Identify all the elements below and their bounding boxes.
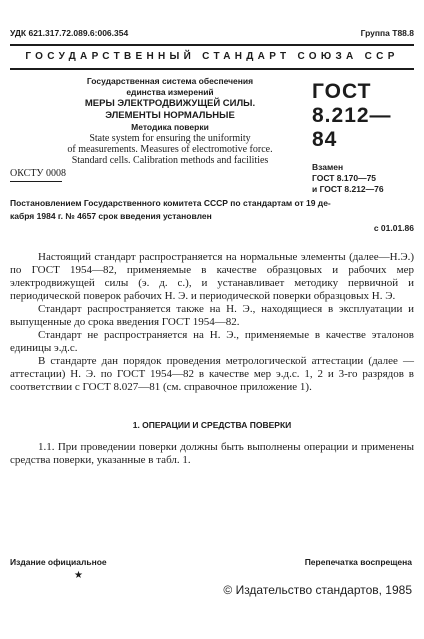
paragraph-2: Стандарт распространяется также на Н. Э., находящиеся в эксплуатации и выпущенные до срока введения ГОСТ 1954—82. [10, 303, 414, 328]
okstu-code: ОКСТУ 0008 [10, 168, 67, 179]
decree-line-2: кабря 1984 г. № 4657 срок введения установлен [10, 211, 212, 221]
instead-line-1: ГОСТ 8.170—75 [312, 173, 377, 183]
paragraph-3: Стандарт не распространяется на Н. Э., применяемые в качестве эталонов единицы э.д.с. [10, 329, 414, 354]
title-block [60, 76, 280, 166]
paragraph-4: В стандарте дан порядок проведения метрологической аттестации (далее — аттестации) Н. Э. по ГОСТ 1954—82 в качестве мер э.д.с. 1, 2 и 3-го разрядов в соответствии с ГОСТ 8.027—81 (см. справочное приложение 1). [10, 355, 414, 393]
title-line-2: ЭЛЕМЕНТЫ НОРМАЛЬНЫЕ [105, 110, 235, 121]
gost-block [312, 80, 408, 195]
standard-banner: ГОСУДАРСТВЕННЫЙ СТАНДАРТ СОЮЗА ССР [25, 51, 399, 62]
section-body [10, 441, 414, 467]
system-line-1: Государственная система обеспечения [86, 76, 254, 86]
english-line-1: State system for ensuring the uniformity [89, 133, 251, 144]
section-heading: 1. ОПЕРАЦИИ И СРЕДСТВА ПОВЕРКИ [132, 420, 292, 430]
decree-date: с 01.01.86 [373, 223, 414, 233]
system-line-2: единства измерений [126, 87, 214, 97]
publisher-copyright: © Издательство стандартов, 1985 [223, 583, 412, 597]
body-paragraphs [10, 251, 414, 394]
decree-line-1: Постановлением Государственного комитета СССР по стандартам от 19 де- [10, 198, 331, 208]
group-code: Группа Т88.8 [360, 28, 414, 38]
gost-label: ГОСТ [312, 80, 372, 103]
gost-number: 8.212—84 [312, 104, 392, 151]
english-line-3: Standard cells. Calibration methods and facilities [71, 155, 269, 166]
okstu-underline [10, 181, 62, 182]
section-paragraph: 1.1. При проведении поверки должны быть выполнены операции и применены средства поверки, указанные в табл. 1. [10, 441, 414, 466]
instead-line-2: и ГОСТ 8.212—76 [312, 184, 384, 194]
star-icon: ★ [74, 570, 83, 581]
reprint-prohibited: Перепечатка воспрещена [304, 557, 412, 567]
title-line-3: Методика поверки [131, 122, 209, 132]
udk-code: УДК 621.317.72.089.6:006.354 [10, 28, 129, 38]
instead-label: Взамен [312, 162, 344, 172]
paragraph-1: Настоящий стандарт распространяется на нормальные элементы (далее—Н.Э.) по ГОСТ 1954—82, применяемые в качестве образцовых и рабочих мер электродвижущей силы (э. д. с.), и устанавливает методику первичной и периодической поверок рабочих Н. Э. и периодической поверки образцовых Н. Э. [10, 251, 414, 302]
title-line-1: МЕРЫ ЭЛЕКТРОДВИЖУЩЕЙ СИЛЫ. [84, 98, 256, 109]
official-edition: Издание официальное [10, 557, 107, 567]
top-rule [10, 44, 414, 46]
banner-rule [10, 68, 414, 70]
english-line-2: of measurements. Measures of electromotive force. [67, 144, 273, 155]
